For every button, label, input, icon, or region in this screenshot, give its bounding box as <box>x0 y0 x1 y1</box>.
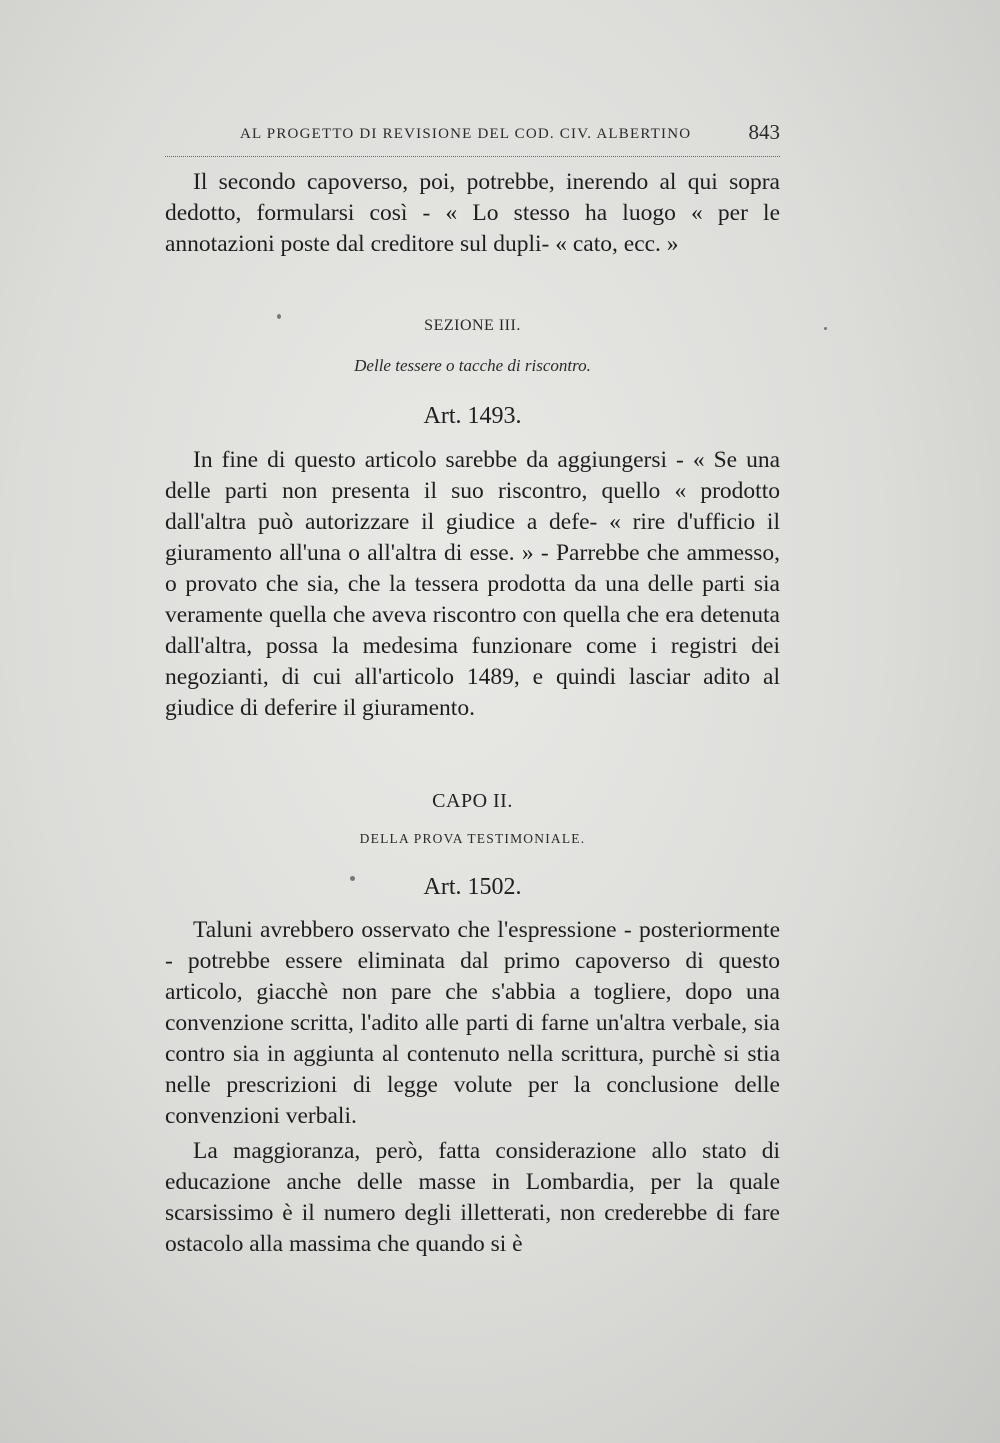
opening-paragraph-block <box>165 167 780 260</box>
ink-speck <box>350 876 355 881</box>
running-title: AL PROGETTO DI REVISIONE DEL COD. CIV. ALBERTINO <box>240 126 692 142</box>
article-1502-block <box>165 915 780 1260</box>
ink-speck <box>824 327 827 330</box>
article-1493-block <box>165 445 780 724</box>
running-head <box>165 120 780 154</box>
section-subtitle: Delle tessere o tacche di riscontro. <box>354 356 591 375</box>
article-1493-paragraph: In fine di questo articolo sarebbe da aggiungersi - « Se una delle parti non presenta il suo riscontro, quello « prodotto dall'altra può autorizzare il giudice a defe- « rire d'ufficio il giuramento all'una o all'altra di esse. » - Parrebbe che ammesso, o provato che sia, che la tessera prodotta da una delle parti sia veramente quella che aveva riscontro con quella che era detenuta dall'altra, possa la medesima funzionare come i registri dei negozianti, di cui all'articolo 1489, e quindi lasciar adito al giudice di deferire il giuramento. <box>165 447 780 721</box>
opening-paragraph: Il secondo capoverso, poi, potrebbe, inerendo al qui sopra dedotto, formularsi così - « Lo stesso ha luogo « per le annotazioni poste dal creditore sul dupli- « cato, ecc. » <box>165 169 780 257</box>
capo-subtitle: DELLA PROVA TESTIMONIALE. <box>359 831 586 846</box>
page-number: 843 <box>748 120 780 144</box>
article-1502-paragraph-2: La maggioranza, però, fatta considerazione allo stato di educazione anche delle masse in Lombardia, per la quale scarsissimo è il numero degli illetterati, non crederebbe di fare ostacolo alla massima che quando si è <box>165 1138 780 1257</box>
article-1502-paragraph-1: Taluni avrebbero osservato che l'espressione - posteriormente - potrebbe essere eliminata dal primo capoverso di questo articolo, giacchè non pare che s'abbia a togliere, dopo una convenzione scritta, l'adito alle parti di farne un'altra verbale, sia contro sia in aggiunta al contenuto nella scrittura, purchè si stia nelle prescrizioni di legge volute per la conclusione delle convenzioni verbali. <box>165 917 780 1129</box>
header-dotted-rule <box>165 156 780 157</box>
section-label: SEZIONE III. <box>424 317 521 334</box>
ink-speck <box>277 314 281 319</box>
capo-heading: CAPO II. <box>432 790 513 812</box>
article-1502-heading: Art. 1502. <box>423 874 522 900</box>
article-1493-heading: Art. 1493. <box>423 403 522 429</box>
